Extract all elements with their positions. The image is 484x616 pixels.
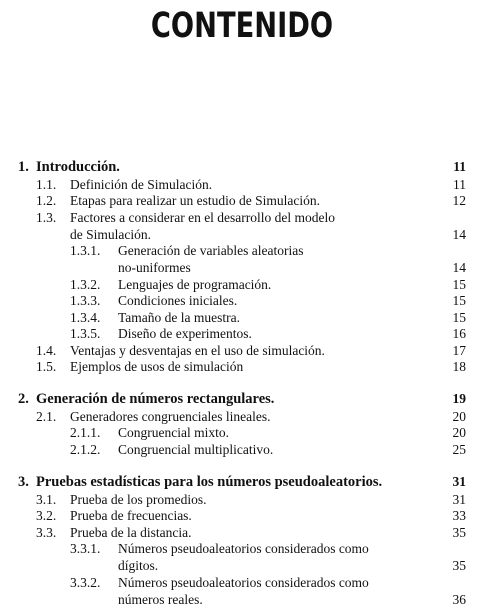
page-title: CONTENIDO (150, 6, 334, 46)
toc-entry-number: 3.3. (36, 525, 57, 540)
toc-entry-page: 12 (452, 193, 466, 208)
toc-entry-title: Generación de variables aleatorias (118, 243, 304, 258)
toc-entry-number: 1.3.4. (70, 310, 101, 325)
toc-entry-title: Introducción. (36, 159, 120, 175)
toc-entry-number: 2.1.1. (70, 425, 101, 440)
toc-entry-title: Generadores congruenciales lineales. (70, 409, 271, 424)
toc-entry-title: Prueba de la distancia. (70, 525, 192, 540)
toc-entry-number: 1.3.3. (70, 293, 101, 308)
toc-entry-number: 3. (18, 474, 29, 490)
toc-entry-title: Definición de Simulación. (70, 177, 213, 192)
toc-entry-title: Números pseudoaleatorios considerados como (118, 541, 369, 556)
toc-entry-title: Pruebas estadísticas para los números pseudoaleatorios. (36, 474, 383, 490)
toc-entry-title: Generación de números rectangulares. (36, 391, 275, 407)
toc-entry-title: Lenguajes de programación. (118, 277, 272, 292)
toc-entry-number: 1.5. (36, 359, 57, 374)
toc-entry-page: 31 (452, 474, 466, 489)
toc-entry-title: de Simulación. (70, 227, 151, 242)
toc-entry-number: 1.3.2. (70, 277, 101, 292)
toc-entry-title: números reales. (118, 592, 203, 607)
toc-entry-page: 11 (453, 159, 466, 174)
toc-entry-page: 11 (453, 177, 466, 192)
toc-entry-title: Congruencial mixto. (118, 425, 229, 440)
toc-entry-title: Etapas para realizar un estudio de Simulación. (70, 193, 321, 208)
toc-entry-number: 1.1. (36, 177, 57, 192)
toc-entry-page: 20 (452, 409, 466, 424)
toc-entry-number: 1.3. (36, 210, 57, 225)
toc-entry-number: 2.1. (36, 409, 57, 424)
toc-entry-title: Condiciones iniciales. (118, 293, 238, 308)
toc-entry-page: 20 (452, 425, 466, 440)
toc-entry-page: 15 (452, 277, 466, 292)
toc-entry-page: 14 (452, 227, 466, 242)
toc-entry-page: 35 (452, 525, 466, 540)
toc-entry-number: 1.2. (36, 193, 57, 208)
toc-entry-page: 17 (452, 343, 466, 358)
toc-entry-number: 1.3.5. (70, 326, 101, 341)
toc-entry-number: 3.1. (36, 492, 57, 507)
toc-entry-page: 15 (452, 293, 466, 308)
toc-entry-page: 16 (452, 326, 466, 341)
toc-entry-number: 1.3.1. (70, 243, 101, 258)
toc-entry-number: 2.1.2. (70, 442, 101, 457)
toc-entry-title: Diseño de experimentos. (118, 326, 252, 341)
toc-entry-page: 18 (452, 359, 466, 374)
toc-entry-page: 14 (452, 260, 466, 275)
toc-entry-title: Prueba de frecuencias. (70, 508, 192, 523)
toc-entry-page: 19 (452, 391, 466, 406)
toc-entry-page: 35 (452, 558, 466, 573)
toc-entry-page: 33 (452, 508, 466, 523)
toc-entry-title: Ejemplos de usos de simulación (70, 359, 244, 374)
toc-entry-page: 15 (452, 310, 466, 325)
toc-entry-title: Congruencial multiplicativo. (118, 442, 274, 457)
toc-entry-number: 2. (18, 391, 29, 407)
toc-entry-page: 36 (452, 592, 466, 607)
toc-entry-title: no-uniformes (118, 260, 191, 275)
toc-entry-number: 1. (18, 159, 29, 175)
toc-entry-number: 1.4. (36, 343, 57, 358)
toc-entry-title: Ventajas y desventajas en el uso de simulación. (70, 343, 325, 358)
toc-entry-title: Tamaño de la muestra. (118, 310, 241, 325)
toc-entry-title: Prueba de los promedios. (70, 492, 207, 507)
toc-entry-title: Números pseudoaleatorios considerados como (118, 575, 369, 590)
toc-entry-title: dígitos. (118, 558, 159, 573)
toc-entry-number: 3.3.1. (70, 541, 101, 556)
toc-entry-number: 3.3.2. (70, 575, 101, 590)
toc-entry-page: 31 (452, 492, 466, 507)
toc-entry-title: Factores a considerar en el desarrollo del modelo (70, 210, 336, 225)
toc-entry-page: 25 (452, 442, 466, 457)
toc-entry-number: 3.2. (36, 508, 57, 523)
